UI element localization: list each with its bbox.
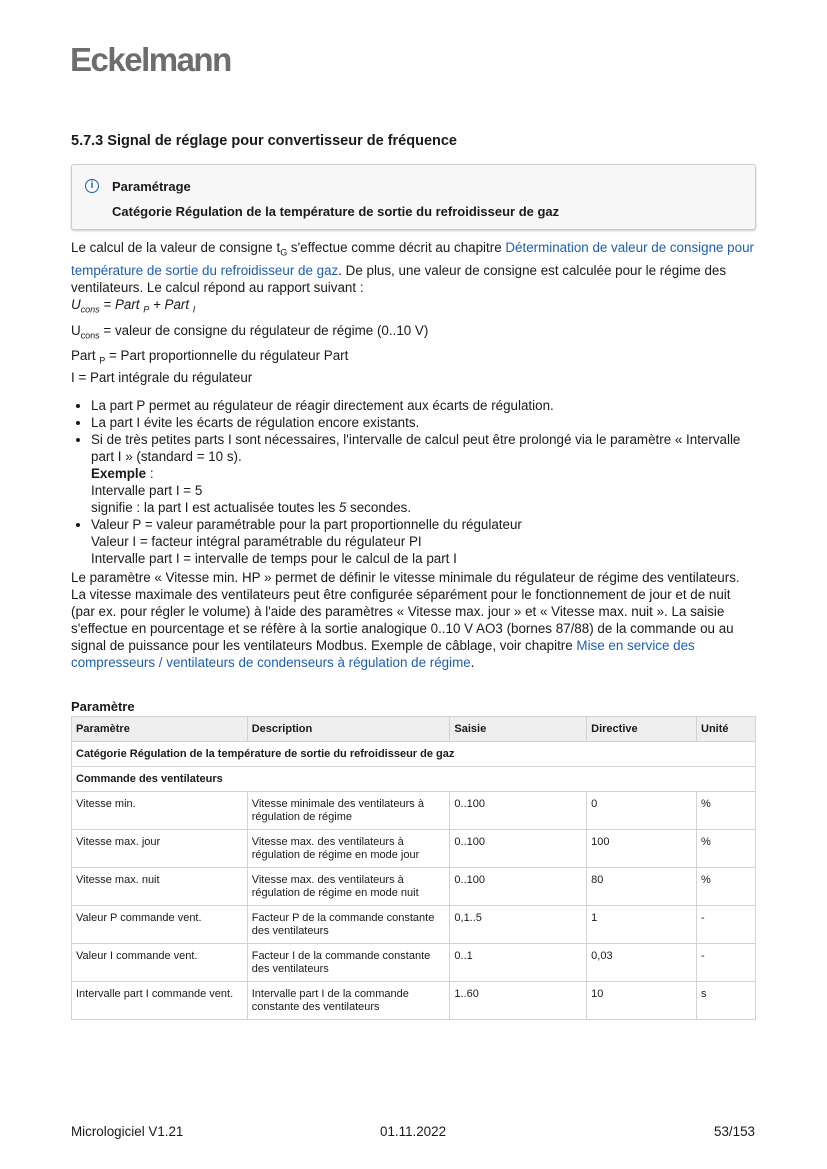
text: Le paramètre « Vitesse min. HP » permet de définir le vitesse minimale du régulateur de régime des ventilateurs. La vitesse maximale des ventilateurs peut être configurée séparément pour le fonctionnement de jour et de nuit (par ex. pour régler le volume) à l'aide des paramètres « Vitesse max. jour » et « Vitesse max. nuit ». La saisie s'effectue en pourcentage et se réfère à la sortie analogique 0..10 V AO3 (bornes 87/88) de la commande ou au signal de puissance pour les ventilateurs Modbus. Exemple de câblage, voir chapitre bbox=[71, 570, 740, 653]
table-cell: Facteur I de la commande constante des ventilateurs bbox=[247, 944, 450, 982]
footer-date: 01.11.2022 bbox=[380, 1124, 447, 1139]
table-row bbox=[72, 906, 756, 944]
table-cell: Valeur P commande vent. bbox=[72, 906, 248, 944]
table-cell: Facteur P de la commande constante des ventilateurs bbox=[247, 906, 450, 944]
table-cell: Vitesse max. des ventilateurs à régulation de régime en mode nuit bbox=[247, 868, 450, 906]
text: = Part bbox=[99, 297, 144, 312]
table-row bbox=[72, 830, 756, 868]
table-cell: - bbox=[697, 944, 756, 982]
text: + Part bbox=[149, 297, 193, 312]
subscript: cons bbox=[80, 304, 100, 315]
subscript: P bbox=[143, 304, 150, 315]
table-cell: Vitesse max. nuit bbox=[72, 868, 248, 906]
table-cell: 0,03 bbox=[587, 944, 697, 982]
footer-page-number: 53/153 bbox=[714, 1124, 755, 1139]
table-cell: Intervalle part I commande vent. bbox=[72, 982, 248, 1020]
link-setpoint-chapter[interactable]: Détermination de valeur de consigne pour température de sortie du refroidisseur de gaz bbox=[71, 240, 754, 278]
text: Intervalle part I = 5 bbox=[91, 483, 203, 498]
info-icon: i bbox=[85, 179, 99, 193]
column-header: Unité bbox=[697, 717, 756, 742]
category-row bbox=[72, 742, 756, 767]
text: Valeur I = facteur intégral paramétrable du régulateur PI bbox=[91, 534, 422, 549]
table-cell: - bbox=[697, 906, 756, 944]
subscript: I bbox=[192, 304, 196, 315]
text: = valeur de consigne du régulateur de régime (0..10 V) bbox=[99, 323, 429, 338]
column-header: Paramètre bbox=[72, 717, 248, 742]
definitions bbox=[71, 322, 757, 386]
table-cell: Vitesse max. jour bbox=[72, 830, 248, 868]
text: . bbox=[470, 655, 475, 670]
text: . De plus, une valeur de consigne est calculée pour le régime des ventilateurs. Le calcul répond au rapport suivant : bbox=[71, 262, 727, 295]
table-cell: % bbox=[697, 830, 756, 868]
table-cell: Intervalle part I de la commande constante des ventilateurs bbox=[247, 982, 450, 1020]
section-heading: 5.7.3 Signal de réglage pour convertisseur de fréquence bbox=[71, 133, 457, 149]
table-cell: Vitesse minimale des ventilateurs à régulation de régime bbox=[247, 792, 450, 830]
text: secondes. bbox=[346, 500, 412, 515]
table-row bbox=[72, 944, 756, 982]
table-cell: 0..100 bbox=[450, 792, 587, 830]
eckelmann-logo: Eckelmann bbox=[70, 41, 231, 78]
text: Si de très petites parts I sont nécessaires, l'intervalle de calcul peut être prolongé via le paramètre « Intervalle part I » (standard = 10 s). bbox=[91, 432, 741, 464]
example-label: Exemple bbox=[91, 466, 147, 481]
parameter-table bbox=[71, 716, 756, 1020]
column-header: Directive bbox=[587, 717, 697, 742]
footer-version: Micrologiciel V1.21 bbox=[71, 1124, 184, 1139]
text: : bbox=[146, 466, 154, 481]
text: U bbox=[71, 323, 81, 338]
text: I = Part intégrale du régulateur bbox=[71, 370, 253, 386]
group-row bbox=[72, 767, 756, 792]
table-cell: % bbox=[697, 792, 756, 830]
table-cell: Vitesse min. bbox=[72, 792, 248, 830]
text: U bbox=[71, 297, 81, 312]
subscript: P bbox=[99, 355, 106, 366]
text: Intervalle part I = intervalle de temps pour le calcul de la part I bbox=[91, 551, 457, 566]
table-cell: 0 bbox=[587, 792, 697, 830]
column-header: Saisie bbox=[450, 717, 587, 742]
table-cell: 1..60 bbox=[450, 982, 587, 1020]
table-header-row bbox=[72, 717, 756, 742]
text: signifie : la part I est actualisée toutes les bbox=[91, 500, 339, 515]
table-label: Paramètre bbox=[71, 699, 135, 714]
table-row bbox=[72, 792, 756, 830]
table-cell: Valeur I commande vent. bbox=[72, 944, 248, 982]
subscript: cons bbox=[80, 330, 100, 341]
group-cell: Commande des ventilateurs bbox=[72, 767, 756, 792]
category-cell: Catégorie Régulation de la température de sortie du refroidisseur de gaz bbox=[72, 742, 756, 767]
info-text: Catégorie Régulation de la température de sortie du refroidisseur de gaz bbox=[112, 204, 560, 219]
text: = Part proportionnelle du régulateur Part bbox=[105, 347, 349, 363]
table-cell: s bbox=[697, 982, 756, 1020]
table-cell: 0..100 bbox=[450, 830, 587, 868]
text: Valeur P = valeur paramétrable pour la part proportionnelle du régulateur bbox=[91, 517, 522, 532]
speed-paragraph bbox=[71, 569, 757, 671]
info-box bbox=[71, 164, 756, 230]
list-item bbox=[91, 431, 757, 516]
subscript: G bbox=[280, 247, 288, 258]
list-item: • La part P permet au régulateur de réagir directement aux écarts de régulation. bbox=[91, 397, 757, 414]
text: 5 bbox=[338, 500, 347, 515]
formula bbox=[71, 296, 757, 319]
list-item: • La part I évite les écarts de régulation encore existants. bbox=[91, 414, 757, 431]
table-row bbox=[72, 868, 756, 906]
table-cell: % bbox=[697, 868, 756, 906]
text: Le calcul de la valeur de consigne t bbox=[71, 240, 281, 255]
table-cell: 0,1..5 bbox=[450, 906, 587, 944]
table-cell: 0..1 bbox=[450, 944, 587, 982]
table-cell: 10 bbox=[587, 982, 697, 1020]
text: s'effectue comme décrit au chapitre bbox=[287, 240, 506, 255]
column-header: Description bbox=[247, 717, 450, 742]
info-title: Paramétrage bbox=[112, 179, 191, 194]
link-commissioning-chapter[interactable]: Mise en service des compresseurs / ventilateurs de condenseurs à régulation de régime bbox=[71, 638, 695, 670]
table-cell: Vitesse max. des ventilateurs à régulation de régime en mode jour bbox=[247, 830, 450, 868]
text: Part bbox=[71, 347, 100, 363]
intro-paragraph bbox=[71, 239, 757, 296]
table-cell: 100 bbox=[587, 830, 697, 868]
table-cell: 80 bbox=[587, 868, 697, 906]
table-cell: 1 bbox=[587, 906, 697, 944]
table-row bbox=[72, 982, 756, 1020]
list-item bbox=[91, 516, 757, 567]
bullet-list bbox=[71, 397, 757, 567]
table-cell: 0..100 bbox=[450, 868, 587, 906]
